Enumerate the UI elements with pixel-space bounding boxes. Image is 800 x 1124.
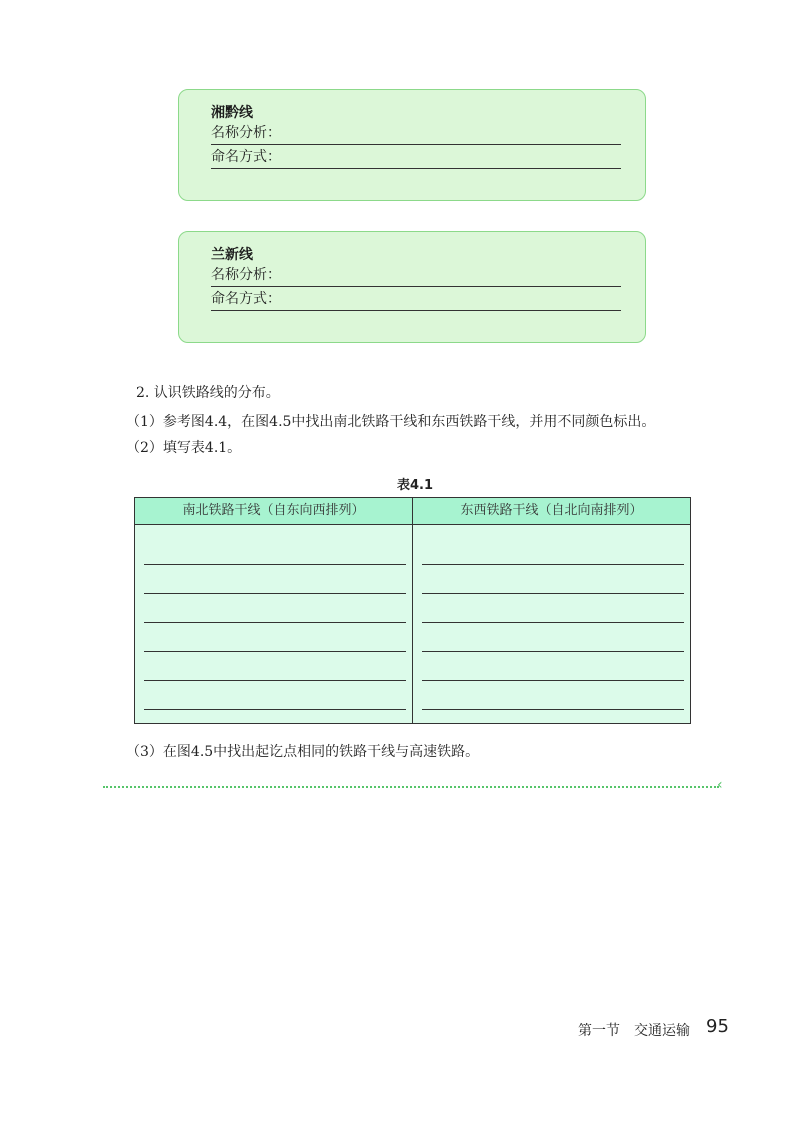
name-analysis-field[interactable] (211, 122, 621, 145)
answer-line[interactable] (144, 593, 406, 594)
name-analysis-field[interactable] (211, 264, 621, 287)
answer-line[interactable] (144, 680, 406, 681)
naming-method-field[interactable] (211, 288, 621, 311)
railway-table (134, 497, 691, 724)
answer-box-xiangqian (178, 89, 646, 201)
column-divider (412, 498, 413, 723)
answer-box-lanxin (178, 231, 646, 343)
answer-line[interactable] (422, 709, 684, 710)
answer-line[interactable] (144, 709, 406, 710)
field-label: 命名方式： (211, 149, 281, 165)
answer-line[interactable] (144, 564, 406, 565)
section-divider (103, 786, 719, 788)
task2-heading: 2. 认识铁路线的分布。 (136, 385, 280, 401)
field-label: 名称分析： (211, 267, 281, 283)
chevron-left-icon: ‹ (717, 777, 723, 793)
field-label: 命名方式： (211, 291, 281, 307)
answer-line[interactable] (422, 593, 684, 594)
page-number: 95 (706, 1016, 729, 1037)
field-label: 名称分析： (211, 125, 281, 141)
answer-line[interactable] (422, 680, 684, 681)
task2-item1: （1）参考图4.4，在图4.5中找出南北铁路干线和东西铁路干线，并用不同颜色标出。 (126, 414, 656, 430)
naming-method-field[interactable] (211, 146, 621, 169)
answer-line[interactable] (422, 651, 684, 652)
answer-line[interactable] (422, 622, 684, 623)
task2-item2: （2）填写表4.1。 (126, 440, 242, 456)
answer-line[interactable] (144, 622, 406, 623)
answer-line[interactable] (422, 564, 684, 565)
table-caption: 表4.1 (396, 478, 434, 493)
box-title: 湘黔线 (211, 105, 253, 121)
table-header-north-south: 南北铁路干线（自东向西排列） (182, 503, 365, 518)
answer-line[interactable] (144, 651, 406, 652)
footer-section: 第一节 (578, 1023, 620, 1039)
footer-title: 交通运输 (634, 1023, 690, 1039)
box-title: 兰新线 (211, 247, 253, 263)
table-header-east-west: 东西铁路干线（自北向南排列） (460, 503, 643, 518)
task3-text: （3）在图4.5中找出起讫点相同的铁路干线与高速铁路。 (126, 744, 480, 760)
